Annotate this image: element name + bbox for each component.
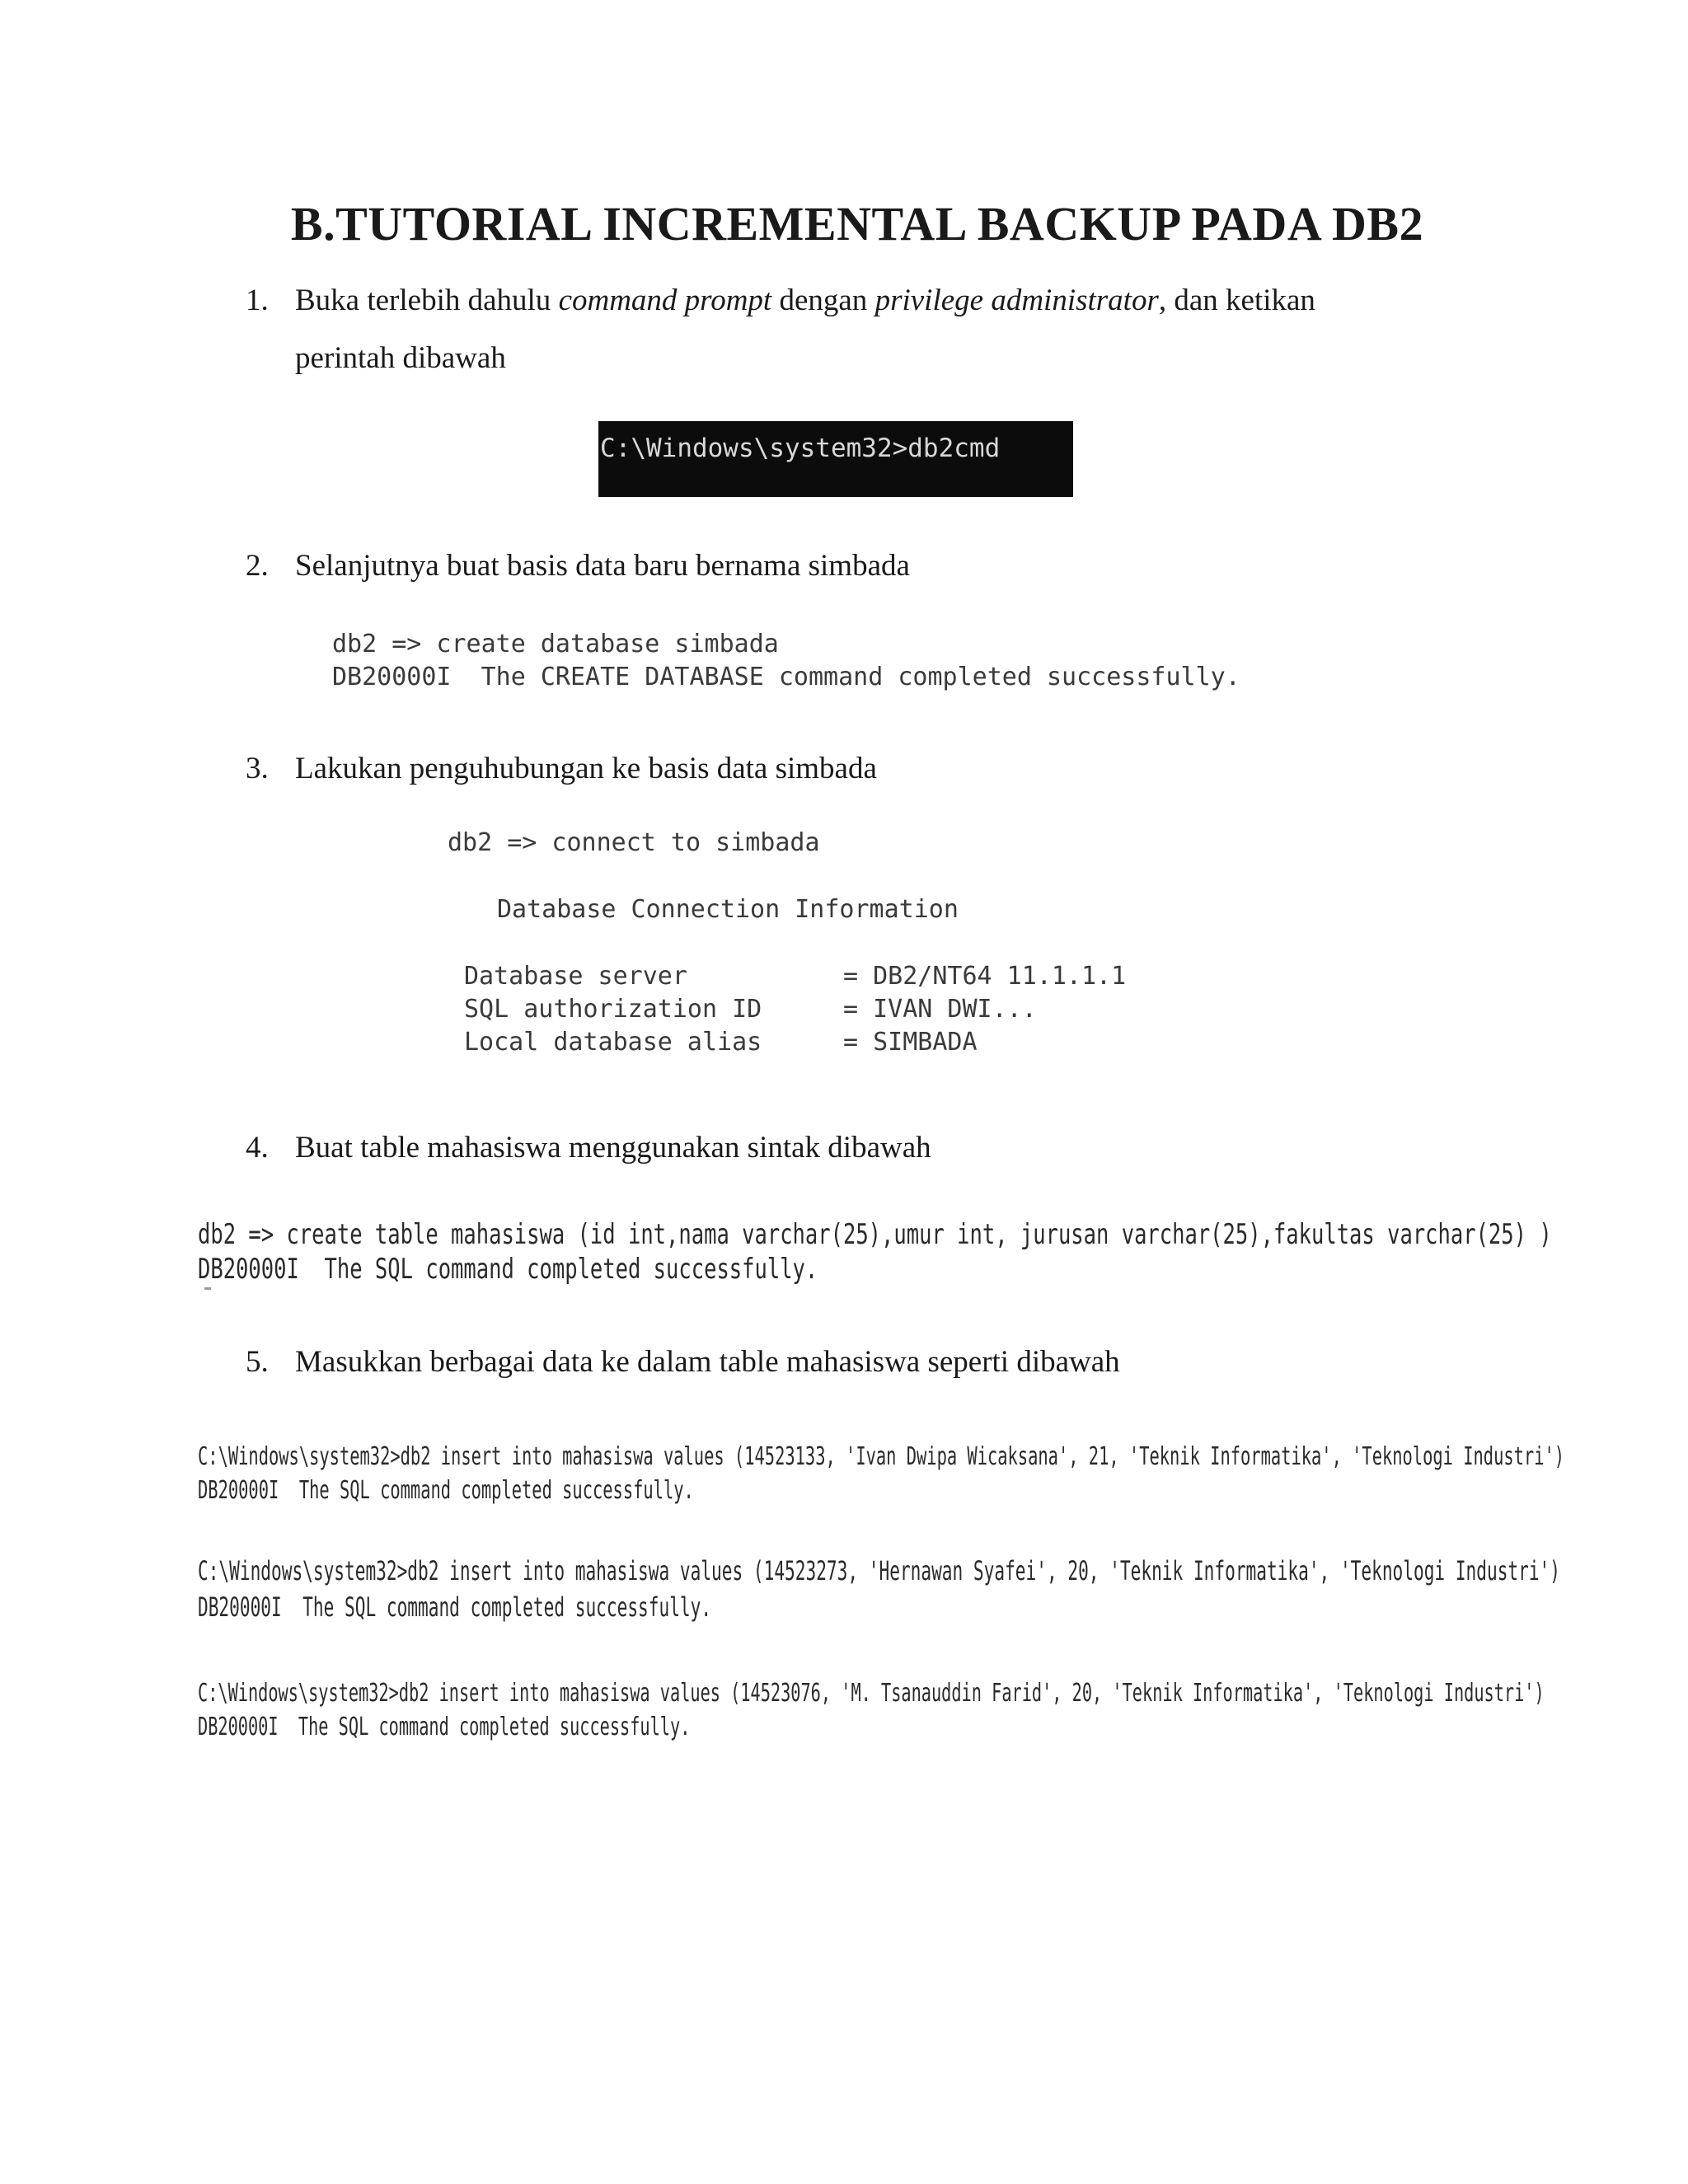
terminal-line: C:\Windows\system32>db2 insert into mahasiswa values (14523133, 'Ivan Dwipa Wicaksana', 21, 'Teknik Informatika', 'Teknologi Industri') <box>198 1442 1565 1471</box>
terminal-line: C:\Windows\system32>db2 insert into mahasiswa values (14523076, 'M. Tsanauddin Farid', 20, 'Teknik Informatika', 'Teknologi Industri') <box>198 1679 1545 1708</box>
artifact-mark <box>204 1287 211 1290</box>
step-text: Lakukan penguhubungan ke basis data simbada <box>295 752 877 785</box>
cmd-prompt-line: C:\Windows\system32>db2cmd <box>600 434 1001 463</box>
terminal-line: db2 => connect to simbada <box>448 828 820 857</box>
step-number: 4. <box>246 1131 269 1165</box>
step-number: 1. <box>246 284 269 317</box>
connection-value: = DB2/NT64 11.1.1.1 <box>843 962 1127 991</box>
connection-label: SQL authorization ID <box>464 995 762 1024</box>
step-text: Masukkan berbagai data ke dalam table mahasiswa seperti dibawah <box>295 1345 1120 1379</box>
step-number: 5. <box>246 1345 269 1379</box>
connection-label: Local database alias <box>464 1028 762 1057</box>
terminal-line: DB20000I The SQL command completed successfully. <box>198 1253 818 1286</box>
connection-label: Database server <box>464 962 687 991</box>
step-number: 3. <box>246 752 269 785</box>
terminal-line: DB20000I The CREATE DATABASE command completed successfully. <box>332 663 1240 691</box>
cmd-prompt-screenshot <box>598 421 1073 497</box>
step-number: 2. <box>246 549 269 583</box>
terminal-line: DB20000I The SQL command completed successfully. <box>198 1713 691 1741</box>
terminal-line: C:\Windows\system32>db2 insert into mahasiswa values (14523273, 'Hernawan Syafei', 20, 'Teknik Informatika', 'Teknologi Industri') <box>198 1555 1560 1586</box>
connection-value: = SIMBADA <box>843 1028 978 1057</box>
terminal-line: DB20000I The SQL command completed successfully. <box>198 1476 694 1505</box>
terminal-line: DB20000I The SQL command completed successfully. <box>198 1591 712 1623</box>
page-title: B.TUTORIAL INCREMENTAL BACKUP PADA DB2 <box>290 197 1424 251</box>
terminal-line: Database Connection Information <box>497 895 959 924</box>
connection-value: = IVAN DWI... <box>843 995 1037 1024</box>
step-text: Buat table mahasiswa menggunakan sintak dibawah <box>295 1131 931 1165</box>
terminal-line: db2 => create database simbada <box>332 630 779 658</box>
step-text-line-2: perintah dibawah <box>295 341 506 375</box>
terminal-line: db2 => create table mahasiswa (id int,nama varchar(25),umur int, jurusan varchar(25),fakultas varchar(25) ) <box>198 1218 1552 1251</box>
step-text: Selanjutnya buat basis data baru bernama simbada <box>295 549 910 583</box>
step-text: Buka terlebih dahulu command prompt dengan privilege administrator, dan ketikan <box>295 284 1315 317</box>
